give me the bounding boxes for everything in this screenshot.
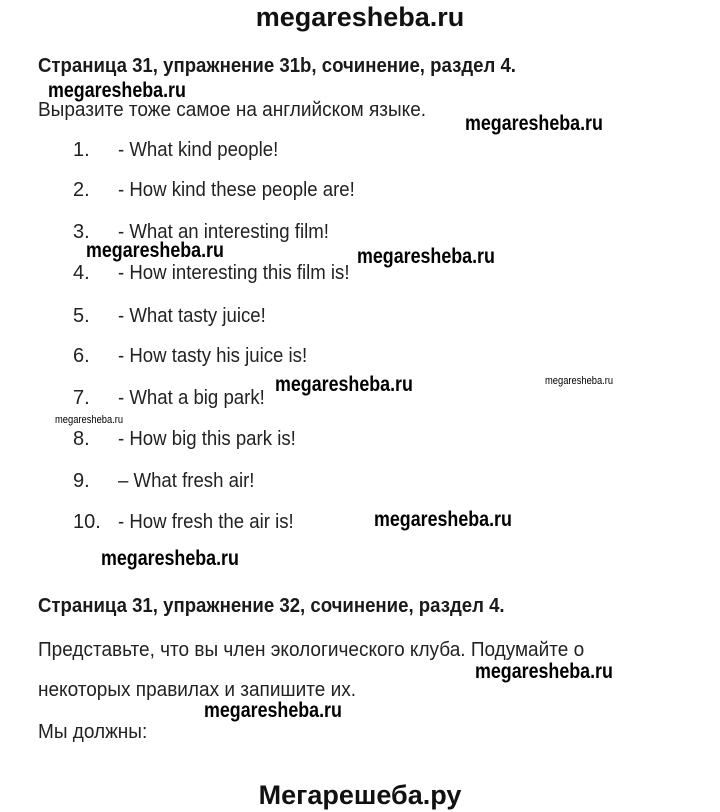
watermark: megaresheba.ru: [48, 79, 186, 102]
watermark: megaresheba.ru: [101, 547, 239, 570]
item-number: 10.: [73, 511, 101, 533]
watermark: megaresheba.ru: [275, 373, 413, 396]
section-title: Страница 31, упражнение 31b, сочинение, раздел 4.: [38, 55, 516, 77]
list-item: - How tasty his juice is!: [118, 345, 308, 367]
watermark: megaresheba.ru: [465, 112, 603, 135]
site-header: megaresheba.ru: [255, 2, 465, 32]
item-number: 7.: [73, 387, 90, 409]
watermark: megaresheba.ru: [204, 699, 342, 722]
section-title: Страница 31, упражнение 32, сочинение, раздел 4.: [38, 595, 505, 617]
item-number: 5.: [73, 305, 90, 327]
site-footer: Мегарешеба.ру: [258, 780, 462, 810]
item-number: 8.: [73, 428, 90, 450]
list-item: - How fresh the air is!: [118, 511, 294, 533]
watermark: megaresheba.ru: [475, 660, 613, 683]
paragraph-line: некоторых правилах и запишите их.: [38, 679, 357, 701]
paragraph-line: Мы должны:: [38, 721, 148, 743]
list-item: - What tasty juice!: [118, 305, 266, 327]
watermark: megaresheba.ru: [86, 239, 224, 262]
list-item: – What fresh air!: [118, 470, 255, 492]
watermark: megaresheba.ru: [357, 245, 495, 268]
instruction: Выразите тоже самое на английском языке.: [38, 99, 427, 121]
list-item: - What an interesting film!: [118, 221, 329, 243]
watermark: megaresheba.ru: [374, 508, 512, 531]
item-number: 1.: [73, 139, 90, 161]
paragraph-line: Представьте, что вы член экологического клуба. Подумайте о: [38, 639, 585, 661]
item-number: 6.: [73, 345, 90, 367]
list-item: - How big this park is!: [118, 428, 296, 450]
list-item: - What kind people!: [118, 139, 279, 161]
watermark: megaresheba.ru: [545, 375, 614, 387]
item-number: 9.: [73, 470, 90, 492]
item-number: 4.: [73, 262, 90, 284]
watermark: megaresheba.ru: [55, 414, 124, 426]
item-number: 3.: [73, 221, 90, 243]
item-number: 2.: [73, 179, 90, 201]
list-item: - How interesting this film is!: [118, 262, 350, 284]
list-item: - How kind these people are!: [118, 179, 355, 201]
list-item: - What a big park!: [118, 387, 265, 409]
